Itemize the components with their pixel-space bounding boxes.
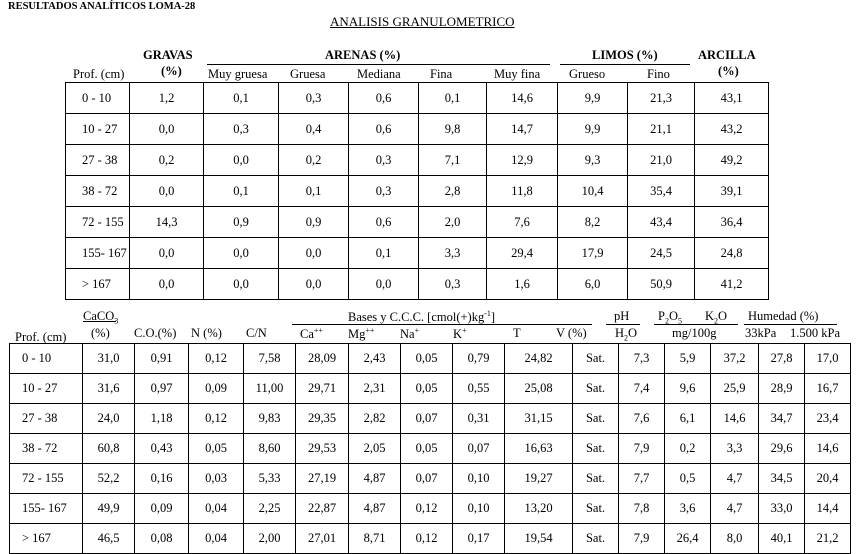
value-cell: 17,0: [805, 344, 851, 374]
value-cell: 0,10: [453, 464, 505, 494]
value-cell: 0,12: [401, 524, 453, 554]
arcilla-unit: (%): [718, 64, 739, 78]
value-cell: 29,71: [296, 374, 349, 404]
col2-header-h2o: $H_2O$: [615, 326, 638, 343]
value-cell: 2,05: [349, 434, 401, 464]
depth-cell: 0 - 10: [66, 83, 130, 114]
value-cell: 27,01: [296, 524, 349, 554]
col-header-gruesa: Gruesa: [290, 67, 326, 81]
depth-cell: > 167: [10, 524, 83, 554]
value-cell: 0,1: [349, 238, 419, 269]
col2-header-k: K+: [453, 326, 467, 342]
value-cell: 0,12: [189, 404, 244, 434]
value-cell: 0,9: [204, 207, 279, 238]
value-cell: 0,6: [349, 207, 419, 238]
value-cell: 9,9: [558, 114, 628, 145]
col2-header-v: V (%): [556, 326, 587, 340]
depth-cell: 72 - 155: [66, 207, 130, 238]
value-cell: 49,2: [695, 145, 769, 176]
value-cell: 0,2: [279, 145, 349, 176]
col-header-grueso: Grueso: [569, 67, 606, 81]
value-cell: 2,8: [419, 176, 487, 207]
value-cell: 0,0: [204, 238, 279, 269]
value-cell: 0,12: [401, 494, 453, 524]
value-cell: 27,8: [759, 344, 805, 374]
value-cell: 0,55: [453, 374, 505, 404]
value-cell: 9,8: [419, 114, 487, 145]
table-row: [10, 344, 851, 374]
table-row: [10, 464, 851, 494]
table-row: [66, 114, 769, 145]
value-cell: 36,4: [695, 207, 769, 238]
value-cell: 0,3: [419, 269, 487, 300]
value-cell: 29,6: [759, 434, 805, 464]
value-cell: 0,3: [279, 83, 349, 114]
value-cell: 11,00: [244, 374, 296, 404]
value-cell: 24,0: [83, 404, 135, 434]
value-cell: 0,10: [453, 494, 505, 524]
value-cell: 0,5: [665, 464, 711, 494]
col2-header-mg: Mg++: [348, 326, 375, 342]
value-cell: 0,16: [135, 464, 189, 494]
col-header-prof: Prof. (cm): [73, 67, 125, 81]
value-cell: 14,6: [711, 404, 759, 434]
value-cell: 8,0: [711, 524, 759, 554]
value-cell: 14,3: [130, 207, 204, 238]
col2-header-n: N (%): [191, 326, 222, 340]
value-cell: 0,0: [130, 269, 204, 300]
granulometric-table: [65, 82, 769, 300]
col2-header-t: T: [513, 326, 521, 340]
value-cell: 23,4: [805, 404, 851, 434]
value-cell: 0,05: [401, 344, 453, 374]
value-cell: 0,9: [279, 207, 349, 238]
value-cell: Sat.: [573, 374, 619, 404]
value-cell: 39,1: [695, 176, 769, 207]
value-cell: 19,54: [505, 524, 573, 554]
col-header-fino: Fino: [647, 67, 670, 81]
table-row: [10, 374, 851, 404]
value-cell: 28,09: [296, 344, 349, 374]
value-cell: 14,4: [805, 494, 851, 524]
gravas-unit: (%): [161, 64, 182, 78]
value-cell: 0,3: [349, 145, 419, 176]
value-cell: 9,6: [665, 374, 711, 404]
value-cell: 6,1: [665, 404, 711, 434]
col2-header-cn: C/N: [246, 326, 267, 340]
value-cell: 24,82: [505, 344, 573, 374]
value-cell: 17,9: [558, 238, 628, 269]
p2o5-header: $P_2O_5$: [658, 309, 682, 326]
value-cell: 50,9: [628, 269, 695, 300]
table-row: [66, 176, 769, 207]
depth-cell: 10 - 27: [10, 374, 83, 404]
col-header-fina: Fina: [430, 67, 453, 81]
value-cell: 3,3: [711, 434, 759, 464]
limos-underline: [560, 64, 690, 65]
depth-cell: 38 - 72: [10, 434, 83, 464]
value-cell: 46,5: [83, 524, 135, 554]
value-cell: 10,4: [558, 176, 628, 207]
value-cell: 0,97: [135, 374, 189, 404]
value-cell: 0,07: [453, 434, 505, 464]
value-cell: 0,17: [453, 524, 505, 554]
value-cell: 6,0: [558, 269, 628, 300]
gravas-header: GRAVAS: [143, 48, 193, 62]
p2o5-k2o-underline: [654, 324, 738, 325]
col2-header-mg100g: mg/100g: [672, 326, 717, 340]
value-cell: 0,0: [279, 238, 349, 269]
value-cell: Sat.: [573, 494, 619, 524]
value-cell: 4,7: [711, 464, 759, 494]
value-cell: 0,3: [204, 114, 279, 145]
depth-cell: 72 - 155: [10, 464, 83, 494]
value-cell: 0,79: [453, 344, 505, 374]
depth-cell: 38 - 72: [66, 176, 130, 207]
value-cell: 21,2: [805, 524, 851, 554]
value-cell: Sat.: [573, 344, 619, 374]
depth-cell: 155- 167: [66, 238, 130, 269]
value-cell: 49,9: [83, 494, 135, 524]
col-header-mediana: Mediana: [357, 67, 401, 81]
value-cell: 21,3: [628, 83, 695, 114]
value-cell: 2,31: [349, 374, 401, 404]
value-cell: 13,20: [505, 494, 573, 524]
value-cell: 0,05: [189, 434, 244, 464]
depth-cell: > 167: [66, 269, 130, 300]
value-cell: 26,4: [665, 524, 711, 554]
value-cell: 37,2: [711, 344, 759, 374]
depth-cell: 27 - 38: [66, 145, 130, 176]
col-header-muy-fina: Muy fina: [494, 67, 541, 81]
value-cell: 0,3: [349, 176, 419, 207]
value-cell: 7,1: [419, 145, 487, 176]
value-cell: 9,83: [244, 404, 296, 434]
col-header-muy-gruesa: Muy gruesa: [208, 67, 268, 81]
value-cell: 0,91: [135, 344, 189, 374]
value-cell: 2,00: [244, 524, 296, 554]
value-cell: 0,03: [189, 464, 244, 494]
value-cell: 4,87: [349, 464, 401, 494]
value-cell: 21,0: [628, 145, 695, 176]
value-cell: 40,1: [759, 524, 805, 554]
report-title: RESULTADOS ANALÍTICOS LOMA-28: [8, 1, 196, 12]
section-title: ANALISIS GRANULOMETRICO: [330, 14, 515, 29]
value-cell: 5,9: [665, 344, 711, 374]
value-cell: 7,9: [619, 524, 665, 554]
ph-header: pH: [614, 309, 630, 323]
value-cell: 0,05: [401, 434, 453, 464]
col2-header-co: C.O.(%): [134, 326, 177, 340]
value-cell: 0,0: [204, 269, 279, 300]
value-cell: 0,07: [401, 464, 453, 494]
value-cell: 29,35: [296, 404, 349, 434]
value-cell: 3,3: [419, 238, 487, 269]
value-cell: 43,2: [695, 114, 769, 145]
table-row: [10, 434, 851, 464]
value-cell: 0,0: [130, 238, 204, 269]
value-cell: 0,2: [130, 145, 204, 176]
value-cell: 4,7: [711, 494, 759, 524]
humedad-underline: [744, 324, 837, 325]
value-cell: 33,0: [759, 494, 805, 524]
depth-cell: 155- 167: [10, 494, 83, 524]
value-cell: 60,8: [83, 434, 135, 464]
value-cell: 8,60: [244, 434, 296, 464]
value-cell: 2,25: [244, 494, 296, 524]
col2-header-prof: Prof. (cm): [15, 330, 67, 344]
depth-cell: 0 - 10: [10, 344, 83, 374]
value-cell: 0,1: [204, 176, 279, 207]
value-cell: 5,33: [244, 464, 296, 494]
value-cell: 24,8: [695, 238, 769, 269]
value-cell: 7,3: [619, 344, 665, 374]
limos-header: LIMOS (%): [592, 48, 658, 62]
value-cell: 8,2: [558, 207, 628, 238]
col2-header-33kpa: 33kPa: [745, 326, 777, 340]
value-cell: 0,08: [135, 524, 189, 554]
table-row: [10, 494, 851, 524]
value-cell: 1,2: [130, 83, 204, 114]
value-cell: Sat.: [573, 434, 619, 464]
value-cell: 9,3: [558, 145, 628, 176]
k2o-header: $K_2O$: [705, 309, 728, 326]
value-cell: 0,4: [279, 114, 349, 145]
value-cell: 22,87: [296, 494, 349, 524]
value-cell: Sat.: [573, 404, 619, 434]
value-cell: 0,12: [189, 344, 244, 374]
value-cell: 7,7: [619, 464, 665, 494]
value-cell: 31,6: [83, 374, 135, 404]
bases-ccc-header: Bases y C.C.C. $[cmol(+)kg^{-1}]$: [348, 309, 496, 325]
table-row: [66, 83, 769, 114]
value-cell: 2,82: [349, 404, 401, 434]
value-cell: 34,7: [759, 404, 805, 434]
value-cell: 41,2: [695, 269, 769, 300]
table-row: [66, 269, 769, 300]
value-cell: 7,8: [619, 494, 665, 524]
value-cell: 24,5: [628, 238, 695, 269]
col2-header-caco3-pct: (%): [91, 326, 110, 340]
table-row: [66, 145, 769, 176]
value-cell: 7,4: [619, 374, 665, 404]
ph-underline: [606, 324, 640, 325]
col2-header-na: Na+: [400, 326, 420, 342]
chemical-table: [9, 343, 851, 554]
caco3-header: CaCO$_3$: [83, 309, 119, 326]
value-cell: 16,63: [505, 434, 573, 464]
arenas-underline: [207, 64, 550, 65]
table-row: [66, 238, 769, 269]
value-cell: 4,87: [349, 494, 401, 524]
value-cell: 14,7: [487, 114, 558, 145]
value-cell: 0,1: [204, 83, 279, 114]
value-cell: 8,71: [349, 524, 401, 554]
value-cell: 1,18: [135, 404, 189, 434]
value-cell: 0,0: [349, 269, 419, 300]
value-cell: 31,0: [83, 344, 135, 374]
table-row: [10, 524, 851, 554]
value-cell: 21,1: [628, 114, 695, 145]
value-cell: 0,31: [453, 404, 505, 434]
value-cell: 0,04: [189, 524, 244, 554]
value-cell: 3,6: [665, 494, 711, 524]
value-cell: 52,2: [83, 464, 135, 494]
value-cell: 29,53: [296, 434, 349, 464]
value-cell: 2,43: [349, 344, 401, 374]
col2-header-ca: Ca++: [300, 326, 323, 342]
value-cell: 0,05: [401, 374, 453, 404]
value-cell: 0,04: [189, 494, 244, 524]
value-cell: 25,9: [711, 374, 759, 404]
value-cell: 19,27: [505, 464, 573, 494]
value-cell: 0,6: [349, 114, 419, 145]
value-cell: 0,2: [665, 434, 711, 464]
value-cell: 12,9: [487, 145, 558, 176]
value-cell: 0,09: [189, 374, 244, 404]
value-cell: 29,4: [487, 238, 558, 269]
bases-underline: [292, 324, 592, 325]
value-cell: 0,43: [135, 434, 189, 464]
value-cell: Sat.: [573, 524, 619, 554]
value-cell: Sat.: [573, 464, 619, 494]
value-cell: 16,7: [805, 374, 851, 404]
value-cell: 7,6: [619, 404, 665, 434]
value-cell: 0,1: [279, 176, 349, 207]
value-cell: 43,4: [628, 207, 695, 238]
value-cell: 7,58: [244, 344, 296, 374]
value-cell: 20,4: [805, 464, 851, 494]
value-cell: 2,0: [419, 207, 487, 238]
value-cell: 27,19: [296, 464, 349, 494]
value-cell: 0,0: [204, 145, 279, 176]
value-cell: 28,9: [759, 374, 805, 404]
humedad-header: Humedad (%): [748, 309, 819, 323]
value-cell: 7,9: [619, 434, 665, 464]
value-cell: 9,9: [558, 83, 628, 114]
value-cell: 0,0: [130, 114, 204, 145]
value-cell: 0,6: [349, 83, 419, 114]
table-row: [10, 404, 851, 434]
value-cell: 31,15: [505, 404, 573, 434]
value-cell: 0,09: [135, 494, 189, 524]
depth-cell: 10 - 27: [66, 114, 130, 145]
col2-header-1500kpa: 1.500 kPa: [790, 326, 840, 340]
arenas-header: ARENAS (%): [325, 48, 401, 62]
value-cell: 14,6: [487, 83, 558, 114]
value-cell: 0,0: [130, 176, 204, 207]
value-cell: 0,1: [419, 83, 487, 114]
value-cell: 34,5: [759, 464, 805, 494]
value-cell: 11,8: [487, 176, 558, 207]
value-cell: 14,6: [805, 434, 851, 464]
value-cell: 0,0: [279, 269, 349, 300]
value-cell: 43,1: [695, 83, 769, 114]
table-row: [66, 207, 769, 238]
value-cell: 0,07: [401, 404, 453, 434]
value-cell: 35,4: [628, 176, 695, 207]
value-cell: 7,6: [487, 207, 558, 238]
value-cell: 1,6: [487, 269, 558, 300]
value-cell: 25,08: [505, 374, 573, 404]
depth-cell: 27 - 38: [10, 404, 83, 434]
arcilla-header: ARCILLA: [698, 48, 756, 62]
